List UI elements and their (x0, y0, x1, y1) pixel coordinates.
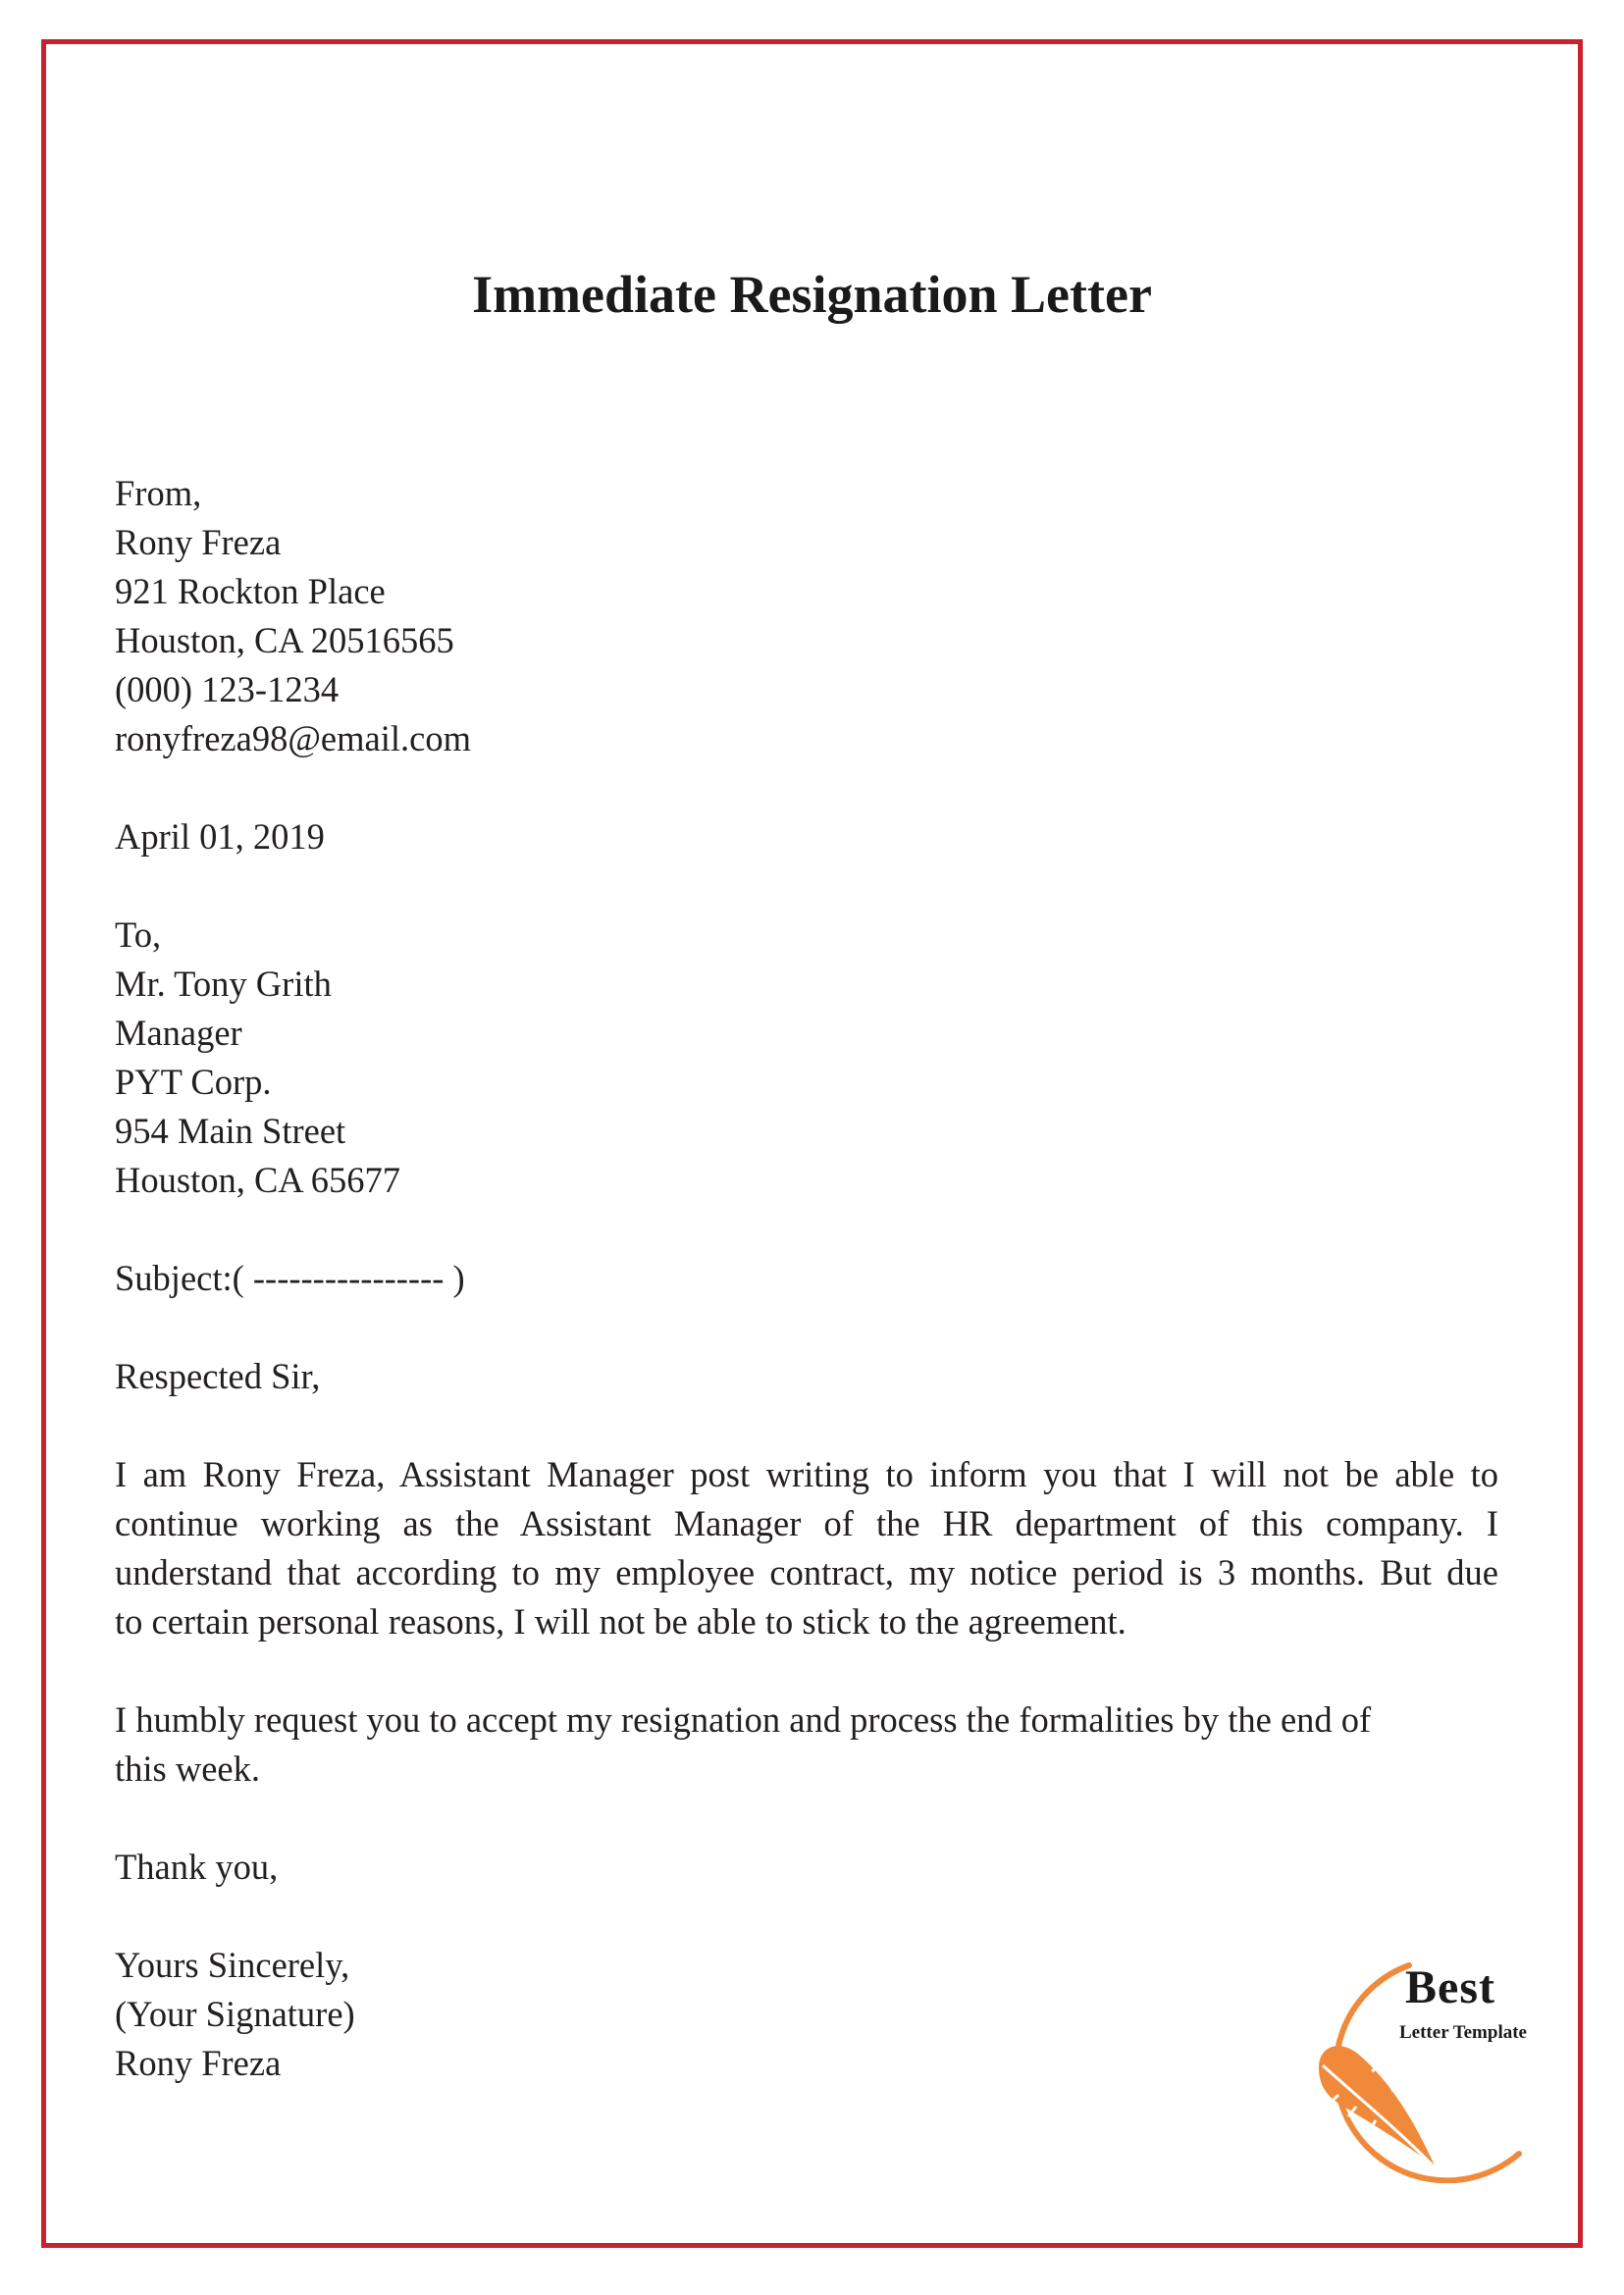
recipient-title: Manager (115, 1013, 242, 1053)
best-letter-template-logo (1262, 1948, 1586, 2183)
signer-name: Rony Freza (115, 2043, 282, 2083)
recipient-city: Houston, CA 65677 (115, 1160, 401, 1200)
paragraph-line: I humbly request you to accept my resignation and process the formalities by the end of (115, 1699, 1372, 1740)
body-paragraph-1 (115, 1450, 1508, 1646)
from-label: From, (115, 473, 202, 513)
paragraph-line: this week. (115, 1748, 260, 1789)
sender-phone: (000) 123-1234 (115, 669, 340, 709)
to-label: To, (115, 914, 162, 955)
feather-icon (1319, 2046, 1437, 2169)
paragraph-line: I am Rony Freza, Assistant Manager post writing to inform you that I will not be able to (115, 1454, 1498, 1494)
signature-placeholder: (Your Signature) (115, 1994, 355, 2034)
logo-text-letter-template: Letter Template (1399, 2022, 1527, 2043)
letter-body (115, 469, 1508, 2088)
sender-city: Houston, CA 20516565 (115, 620, 454, 660)
paragraph-line: understand that according to my employee contract, my notice period is 3 months. But due (115, 1552, 1498, 1592)
salutation: Respected Sir, (115, 1356, 321, 1396)
paragraph-line: continue working as the Assistant Manager of the HR department of this company. I (115, 1503, 1498, 1543)
body-paragraph-2 (115, 1695, 1508, 1794)
sender-email: ronyfreza98@email.com (115, 718, 471, 758)
closing-line: Yours Sincerely, (115, 1945, 350, 1985)
logo-text-best: Best (1405, 1961, 1495, 2013)
letter-title: Immediate Resignation Letter (472, 265, 1152, 324)
subject-line: Subject:( ---------------- ) (115, 1258, 465, 1298)
paragraph-line: to certain personal reasons, I will not be able to stick to the agreement. (115, 1601, 1126, 1642)
letter-date: April 01, 2019 (115, 816, 325, 857)
recipient-name: Mr. Tony Grith (115, 964, 332, 1004)
sender-street: 921 Rockton Place (115, 571, 386, 611)
sender-name: Rony Freza (115, 522, 282, 562)
recipient-company: PYT Corp. (115, 1062, 272, 1102)
thanks-line: Thank you, (115, 1847, 279, 1887)
recipient-street: 954 Main Street (115, 1111, 346, 1151)
